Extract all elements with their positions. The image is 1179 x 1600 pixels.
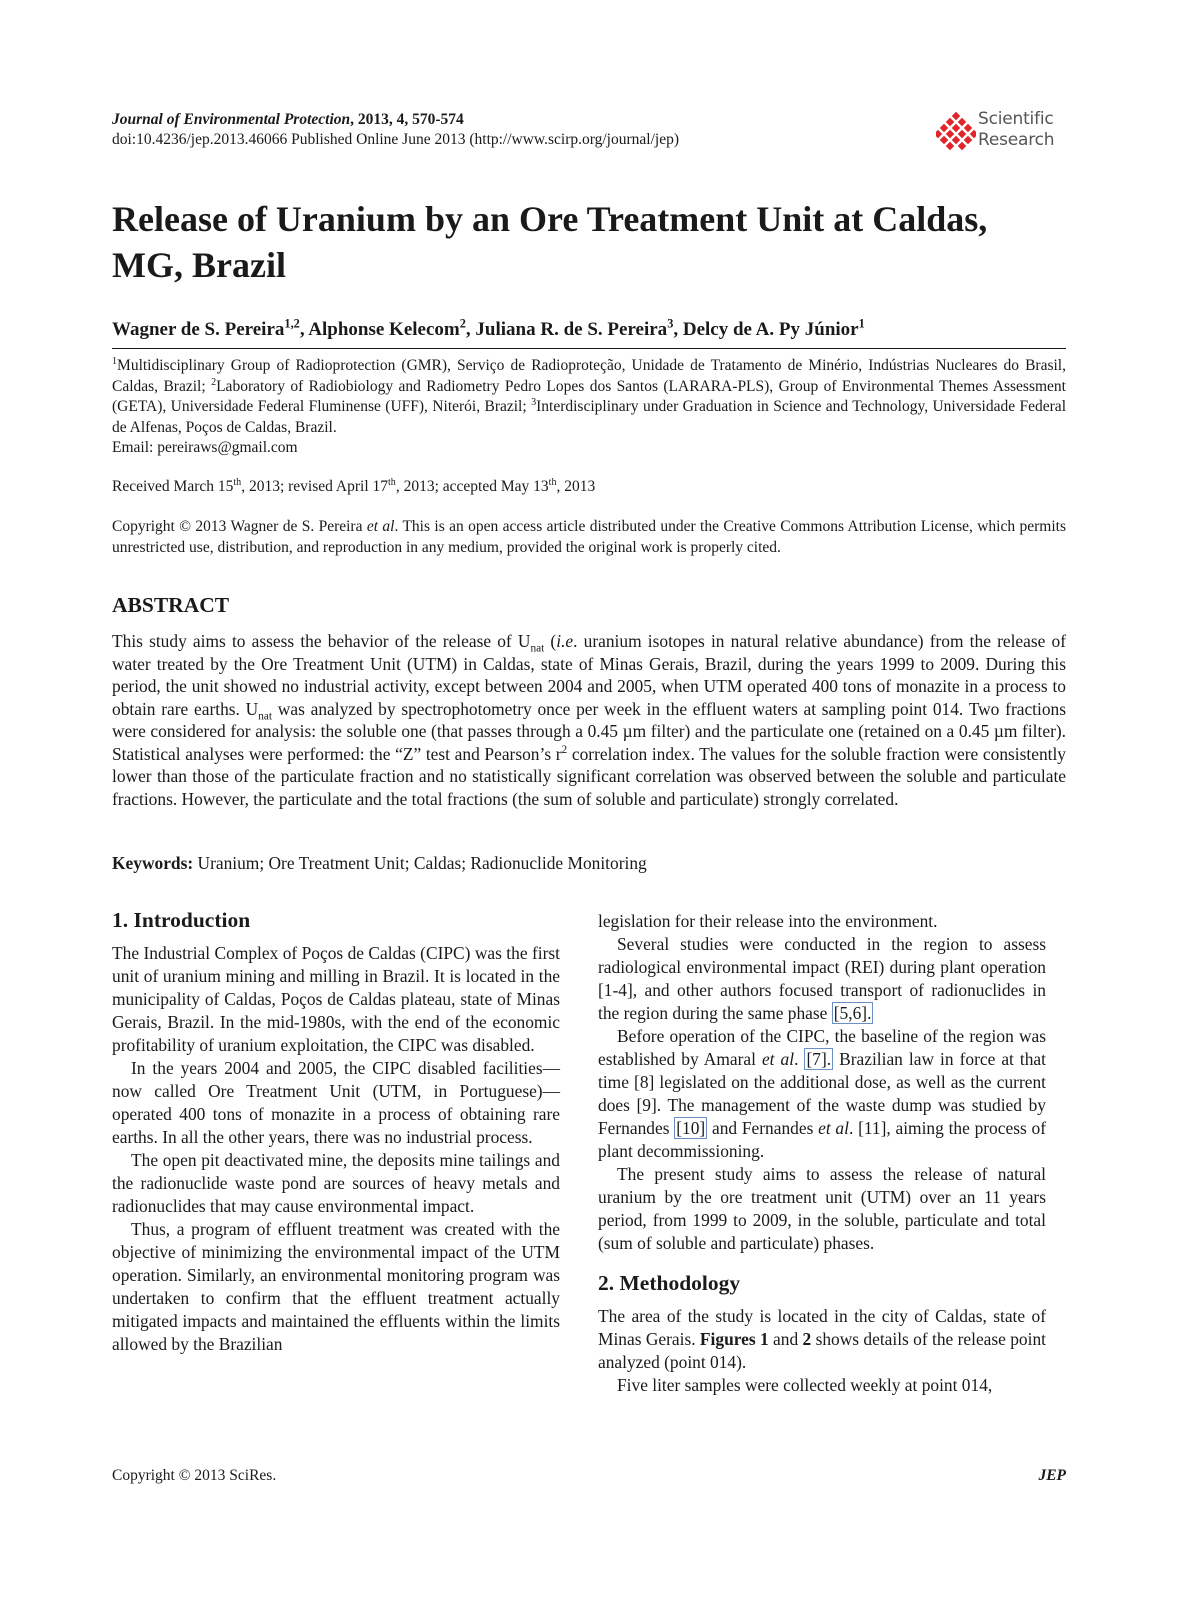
abstract-part: correlation index. The values for the soluble fraction were consistently lower than those of the particulate fraction and no statistically significant correlation was observed between the soluble and particulate fractions. However, the particulate and the total fractions (the sum of soluble and particulate) strongly correlated. — [112, 743, 1067, 809]
paragraph-text: Several studies were conducted in the region to assess radiological environmental impact (REI) during plant operation [1-4], and other authors focused transport of radionuclides in the region during the same phase — [598, 934, 1046, 1023]
author-separator: , — [673, 319, 683, 340]
methodology-paragraph — [598, 1305, 1046, 1374]
logo-dot — [952, 124, 960, 132]
abstract-ie: i.e — [556, 631, 574, 651]
methodology-paragraph: Five liter samples were collected weekly at point 014, — [617, 1375, 993, 1395]
abstract-body — [112, 630, 1066, 810]
abstract-sup: 2 — [561, 743, 568, 756]
citation-link[interactable]: [10] — [676, 1118, 706, 1138]
logo-dot — [936, 130, 942, 138]
author-list — [112, 318, 1066, 349]
email-line: Email: pereiraws@gmail.com — [112, 439, 298, 456]
paragraph-text: The area of the study is located in the city of Caldas, state of Minas Gerais. — [598, 1306, 1046, 1349]
affil-sup-1: 1 — [112, 355, 118, 367]
logo-dot — [946, 142, 954, 150]
copyright-notice — [112, 517, 1066, 558]
paragraph-text: . — [794, 1049, 805, 1069]
abstract-part: ( — [544, 631, 557, 651]
figure-ref: Figures 1 — [699, 1329, 769, 1349]
citation-link[interactable]: [5,6]. — [833, 1003, 872, 1023]
abstract-part: was analyzed by spectrophotometry once per week in the effluent waters at sampling point 014. Two fractions were considered for analysis: the soluble one (that passes through a 0.45 µm filter) and the particulate one (retained on a 0.45 µm filter). Statistical analyses were performed: the “Z” test and Pearson’s r — [112, 698, 1066, 764]
paper-title: Release of Uranium by an Ore Treatment Unit at Caldas, MG, Brazil — [112, 199, 988, 285]
copyright-text-2: . This is an open access article distributed under the Creative Commons Attribution License, which permits unrestricted use, distribution, and reproduction in any medium, provided the original work is properly cited. — [112, 518, 1066, 556]
intro-paragraph — [598, 1025, 1046, 1163]
journal-citation — [112, 110, 679, 130]
copyright-etal: et al — [366, 518, 395, 535]
keywords — [112, 852, 647, 874]
affiliation-2: Laboratory of Radiobiology and Radiometry Pedro Lopes dos Santos (LARARA-PLS), Group of Environmental Themes Assessment (GETA), Universidade Federal Fluminense (UFF), Niterói, Brazil; — [112, 377, 1066, 415]
left-column — [112, 906, 560, 1356]
logo-text-line1: Scientific — [978, 109, 1054, 129]
journal-name: Journal of Environmental Protection — [112, 111, 351, 128]
etal-text: et al — [818, 1118, 849, 1138]
revised-text: , 2013; revised April 17 — [241, 478, 389, 495]
methodology-heading: 2. Methodology — [598, 1271, 741, 1295]
accepted-year: , 2013 — [556, 478, 596, 495]
author-separator: , — [465, 319, 476, 340]
author-affiliation-sup: 3 — [667, 316, 674, 331]
logo-dot — [958, 118, 966, 126]
logo-dot — [958, 130, 966, 138]
logo-dot — [970, 130, 976, 138]
logo-text — [978, 109, 1054, 151]
footer-journal-abbrev: JEP — [1038, 1467, 1066, 1484]
doi-line: doi:10.4236/jep.2013.46066 Published Online June 2013 (http://www.scirp.org/journal/jep) — [112, 131, 679, 148]
abstract-heading: ABSTRACT — [112, 593, 230, 617]
intro-paragraph: The Industrial Complex of Poços de Caldas (CIPC) was the first unit of uranium mining and milling in Brazil. It is located in the municipality of Caldas, Poços de Caldas plateau, state of Minas Gerais, Brazil. In the mid-1980s, with the end of the economic profitability of uranium exploitation, the CIPC was disabled. — [112, 943, 560, 1055]
author-name: Alphonse Kelecom — [308, 319, 460, 340]
logo-dot — [958, 142, 966, 150]
logo-dot — [940, 136, 948, 144]
paragraph-text: and Fernandes — [707, 1118, 819, 1138]
affil-sup-3: 3 — [531, 396, 537, 408]
revised-sup: th — [388, 476, 396, 488]
abstract-part: . uranium isotopes in natural relative abundance) from the release of water treated by the Ore Treatment Unit (UTM) in Caldas, state of Minas Gerais, Brazil, during the years 1999 to 2009. During this period, the unit showed no industrial activity, except between 2004 and 2005, when UTM operated 400 tons of monazite in a process to obtain rare earths. U — [112, 631, 1066, 719]
author-name: Wagner de S. Pereira — [112, 319, 285, 340]
affiliation-3: Interdisciplinary under Graduation in Science and Technology, Universidade Federal de Alfenas, Poços de Caldas, Brazil. — [112, 398, 1066, 436]
logo-dot — [946, 118, 954, 126]
figure-ref: 2 — [802, 1329, 812, 1349]
logo-dot — [940, 124, 948, 132]
journal-issue: , 2013, 4, 570-574 — [350, 111, 464, 128]
paper-page — [112, 0, 1066, 1600]
accepted-sup: th — [548, 476, 557, 488]
keywords-label: Keywords: — [112, 853, 194, 873]
scientific-research-logo-icon — [936, 112, 976, 152]
author-affiliation-sup: 2 — [459, 316, 466, 331]
author-separator: , — [299, 319, 309, 340]
paragraph-text: Brazilian law in force at that time [8] legislated on the additional dose, as well as the current does [9]. The management of the waste dump was studied by Fernandes — [598, 1049, 1046, 1138]
accepted-text: , 2013; accepted May 13 — [395, 478, 549, 495]
citation-link[interactable]: [7]. — [806, 1049, 832, 1069]
intro-paragraph — [598, 933, 1046, 1025]
logo-dot — [964, 136, 972, 144]
abstract-sub: nat — [258, 709, 273, 722]
intro-paragraph: Thus, a program of effluent treatment was created with the objective of minimizing the environmental impact of the UTM operation. Similarly, an environmental monitoring program was undertaken to confirm that the effluent treatment actually mitigated impacts and maintained the effluents within the limits allowed by the Brazilian — [112, 1219, 560, 1354]
author-name: Juliana R. de S. Pereira — [475, 319, 668, 340]
copyright-text-1: Copyright © 2013 Wagner de S. Pereira — [112, 518, 367, 535]
paragraph-text: Before operation of the CIPC, the baseline of the region was established by Amaral — [598, 1026, 1046, 1069]
received-sup: th — [233, 476, 242, 488]
affiliation-1: Multidisciplinary Group of Radioprotection (GMR), Serviço de Radioproteção, Unidade de Tratamento de Minério, Indústrias Nucleares do Brasil, Caldas, Brazil; — [112, 357, 1066, 395]
intro-heading: 1. Introduction — [112, 908, 251, 932]
affiliation-text — [112, 356, 1066, 438]
author-affiliation-sup: 1 — [858, 316, 865, 331]
logo-text-line2: Research — [978, 130, 1055, 150]
publisher-logo — [936, 108, 1066, 154]
intro-paragraph: The present study aims to assess the release of natural uranium by the ore treatment unit (UTM) over an 11 years period, from 1999 to 2009, in the soluble, particulate and total (sum of soluble and particulate) phases. — [598, 1164, 1046, 1253]
paragraph-text: shows details of the release point analyzed (point 014). — [598, 1329, 1046, 1372]
logo-dot — [946, 130, 954, 138]
right-column — [598, 910, 1046, 1397]
footer-copyright: Copyright © 2013 SciRes. — [112, 1467, 277, 1484]
abstract-sub: nat — [530, 642, 545, 655]
journal-header — [112, 110, 679, 150]
received-text: Received March 15 — [112, 478, 234, 495]
author-name: Delcy de A. Py Júnior — [682, 319, 859, 340]
logo-dot — [964, 124, 972, 132]
keywords-text: Uranium; Ore Treatment Unit; Caldas; Radionuclide Monitoring — [193, 853, 647, 873]
author-affiliation-sup: 1,2 — [284, 316, 300, 331]
paragraph-text: . [11], aiming the process of plant decommissioning. — [598, 1118, 1046, 1161]
received-dates — [112, 477, 595, 497]
paragraph-text: and — [768, 1329, 803, 1349]
intro-paragraph: legislation for their release into the environment. — [598, 911, 938, 931]
intro-paragraph: In the years 2004 and 2005, the CIPC disabled facilities—now called Ore Treatment Unit (UTM, in Portuguese)—operated 400 tons of monazite in a process of obtaining rare earths. In all the other years, there was no industrial process. — [112, 1058, 560, 1147]
logo-dot — [952, 112, 960, 120]
logo-dot — [952, 136, 960, 144]
intro-paragraph: The open pit deactivated mine, the deposits mine tailings and the radionuclide waste pond are sources of heavy metals and radionuclides that may cause environmental impact. — [112, 1150, 560, 1216]
abstract-part: This study aims to assess the behavior of the release of U — [112, 631, 531, 651]
affiliations — [112, 356, 1066, 459]
affil-sup-2: 2 — [211, 376, 217, 388]
etal-text: et al — [761, 1049, 795, 1069]
